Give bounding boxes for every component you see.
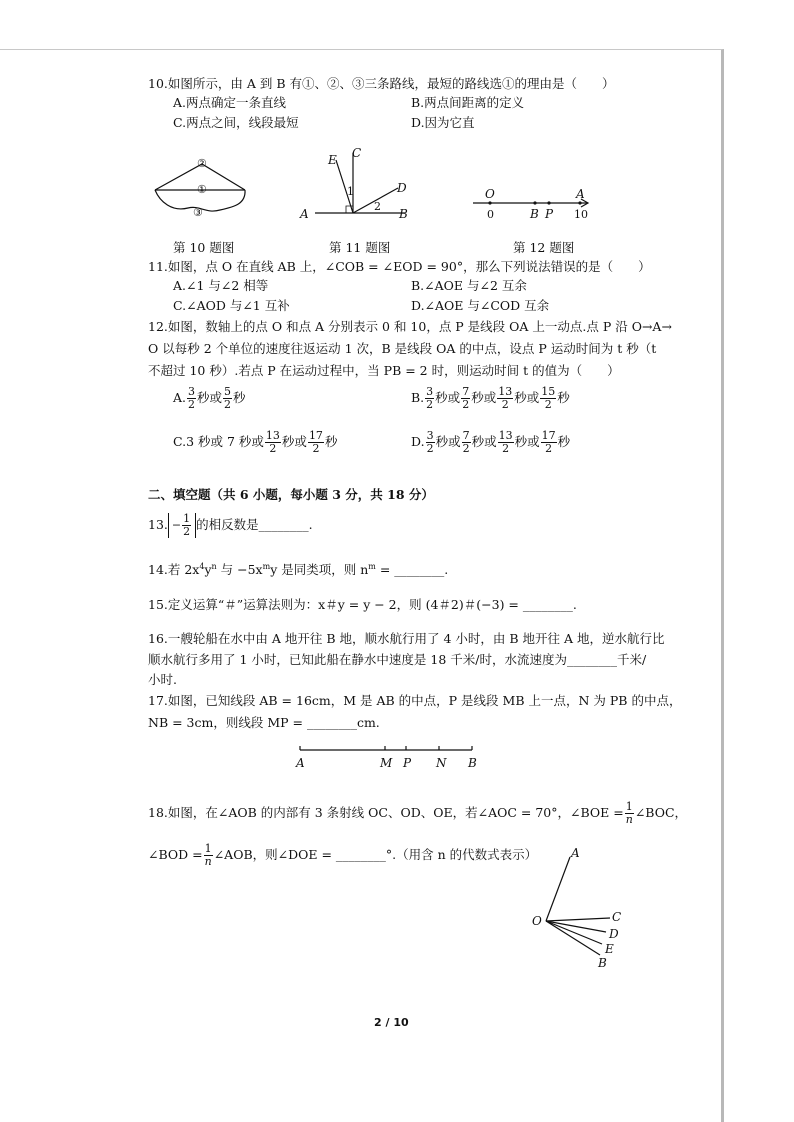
fig18-label-o: O — [532, 914, 542, 928]
q10-stem: 10.如图所示，由 A 到 B 有①、②、③三条路线，最短的路线选①的理由是（ ） — [148, 76, 615, 91]
fig18-label-d: D — [609, 927, 619, 941]
fig11-label-d: D — [397, 181, 407, 195]
fig17-label-m: M — [380, 756, 393, 770]
fig11-label-a: A — [300, 207, 309, 221]
fig12-caption: 第 12 题图 — [513, 240, 575, 255]
figure-17 — [298, 745, 478, 755]
q13-line: 13. − $\frac{1}{2}$ 的相反数是________. — [148, 512, 313, 538]
q11-option-c: C.∠AOD 与∠1 互补 — [173, 298, 290, 313]
q12-line-3: 不超过 10 秒）.若点 P 在运动过程中，当 PB = 2 时，则运动时间 t 的值为（ ） — [148, 363, 620, 378]
fig12-label-b: B — [530, 207, 539, 221]
fig18-label-b: B — [598, 956, 607, 970]
q11-stem: 11.如图，点 O 在直线 AB 上，∠COB = ∠EOD = 90°，那么下列说法错误的是（ ） — [148, 259, 651, 274]
fig11-angle-1: 1 — [347, 185, 354, 198]
q11-option-a: A.∠1 与∠2 相等 — [173, 278, 269, 293]
q12-option-a: A. $\frac{3}{2}$ 秒或 $\frac{5}{2}$ 秒 — [173, 385, 246, 411]
fig10-caption: 第 10 题图 — [173, 240, 235, 255]
fig12-tick-0: 0 — [487, 208, 494, 221]
fig18-label-a: A — [571, 846, 580, 860]
q10-option-a: A.两点确定一条直线 — [173, 95, 287, 110]
fig11-angle-2: 2 — [374, 200, 381, 213]
fig12-label-p: P — [545, 207, 554, 221]
fig17-label-p: P — [403, 756, 412, 770]
q17-line-2: NB = 3cm，则线段 MP = ________cm. — [148, 715, 380, 730]
fig17-label-b: B — [468, 756, 477, 770]
fig18-label-e: E — [605, 942, 614, 956]
q16-line-2: 顺水航行多用了 1 小时，已知此船在静水中速度是 18 千米/时，水流速度为________千米/ — [148, 652, 647, 667]
q18-line-1: 18.如图，在∠AOB 的内部有 3 条射线 OC、OD、OE，若∠AOC = 70°，∠BOE = $\frac{1}{n}$ ∠BOC， — [148, 800, 688, 826]
fig10-route-2: ② — [197, 157, 207, 170]
fig17-label-n: N — [436, 756, 447, 770]
fig18-label-c: C — [612, 910, 622, 924]
q14-line: 14.若 $2x^4y^n$ 与 $-5x^my$ 是同类项，则 $n^m$ = ________. — [148, 562, 449, 578]
q17-line-1: 17.如图，已知线段 AB = 16cm，M 是 AB 的中点，P 是线段 MB 上一点，N 为 PB 的中点， — [148, 693, 682, 708]
fig11-caption: 第 11 题图 — [329, 240, 391, 255]
q12-line-1: 12.如图，数轴上的点 O 和点 A 分别表示 0 和 10，点 P 是线段 OA 上一动点.点 P 沿 O→A→ — [148, 319, 672, 334]
fig11-label-c: C — [352, 146, 362, 160]
q16-line-1: 16.一艘轮船在水中由 A 地开往 B 地，顺水航行用了 4 小时，由 B 地开往 A 地，逆水航行比 — [148, 631, 665, 646]
fig11-label-e: E — [328, 153, 337, 167]
section-2-title: 二、填空题（共 6 小题，每小题 3 分，共 18 分） — [148, 487, 434, 502]
fig12-label-a: A — [576, 187, 585, 201]
fig11-label-b: B — [399, 207, 408, 221]
q12-option-c: C.3 秒或 7 秒或 $\frac{13}{2}$ 秒或 $\frac{17}{2}$ 秒 — [173, 429, 338, 455]
q16-line-3: 小时. — [148, 672, 177, 687]
q11-option-d: D.∠AOE 与∠COD 互余 — [411, 298, 550, 313]
fig17-label-a: A — [296, 756, 305, 770]
q10-option-d: D.因为它直 — [411, 115, 475, 130]
q12-option-d: D. $\frac{3}{2}$ 秒或 $\frac{7}{2}$ 秒或 $\frac{13}{2}$ 秒或 $\frac{17}{2}$ 秒 — [411, 429, 571, 455]
q12-option-b: B. $\frac{3}{2}$ 秒或 $\frac{7}{2}$ 秒或 $\frac{13}{2}$ 秒或 $\frac{15}{2}$ 秒 — [411, 385, 570, 411]
q18-line-2: ∠BOD = $\frac{1}{n}$ ∠AOB，则∠DOE = ________°.（用含 n 的代数式表示） — [148, 842, 538, 868]
q11-option-b: B.∠AOE 与∠2 互余 — [411, 278, 527, 293]
fig10-route-3: ③ — [193, 206, 203, 219]
q15-line: 15.定义运算“＃”运算法则为：x＃y = y − 2，则 (4＃2)＃(−3) = ________. — [148, 597, 577, 612]
fig12-label-o: O — [485, 187, 495, 201]
figure-11 — [310, 150, 410, 220]
q10-option-b: B.两点间距离的定义 — [411, 95, 525, 110]
q10-option-c: C.两点之间，线段最短 — [173, 115, 299, 130]
fig12-tick-10: 10 — [574, 208, 588, 221]
page-number: 2 / 10 — [374, 1016, 409, 1029]
q12-line-2: O 以每秒 2 个单位的速度往返运动 1 次，B 是线段 OA 的中点，设点 P 运动时间为 t 秒（t — [148, 341, 657, 356]
fig10-route-1: ① — [197, 183, 207, 196]
